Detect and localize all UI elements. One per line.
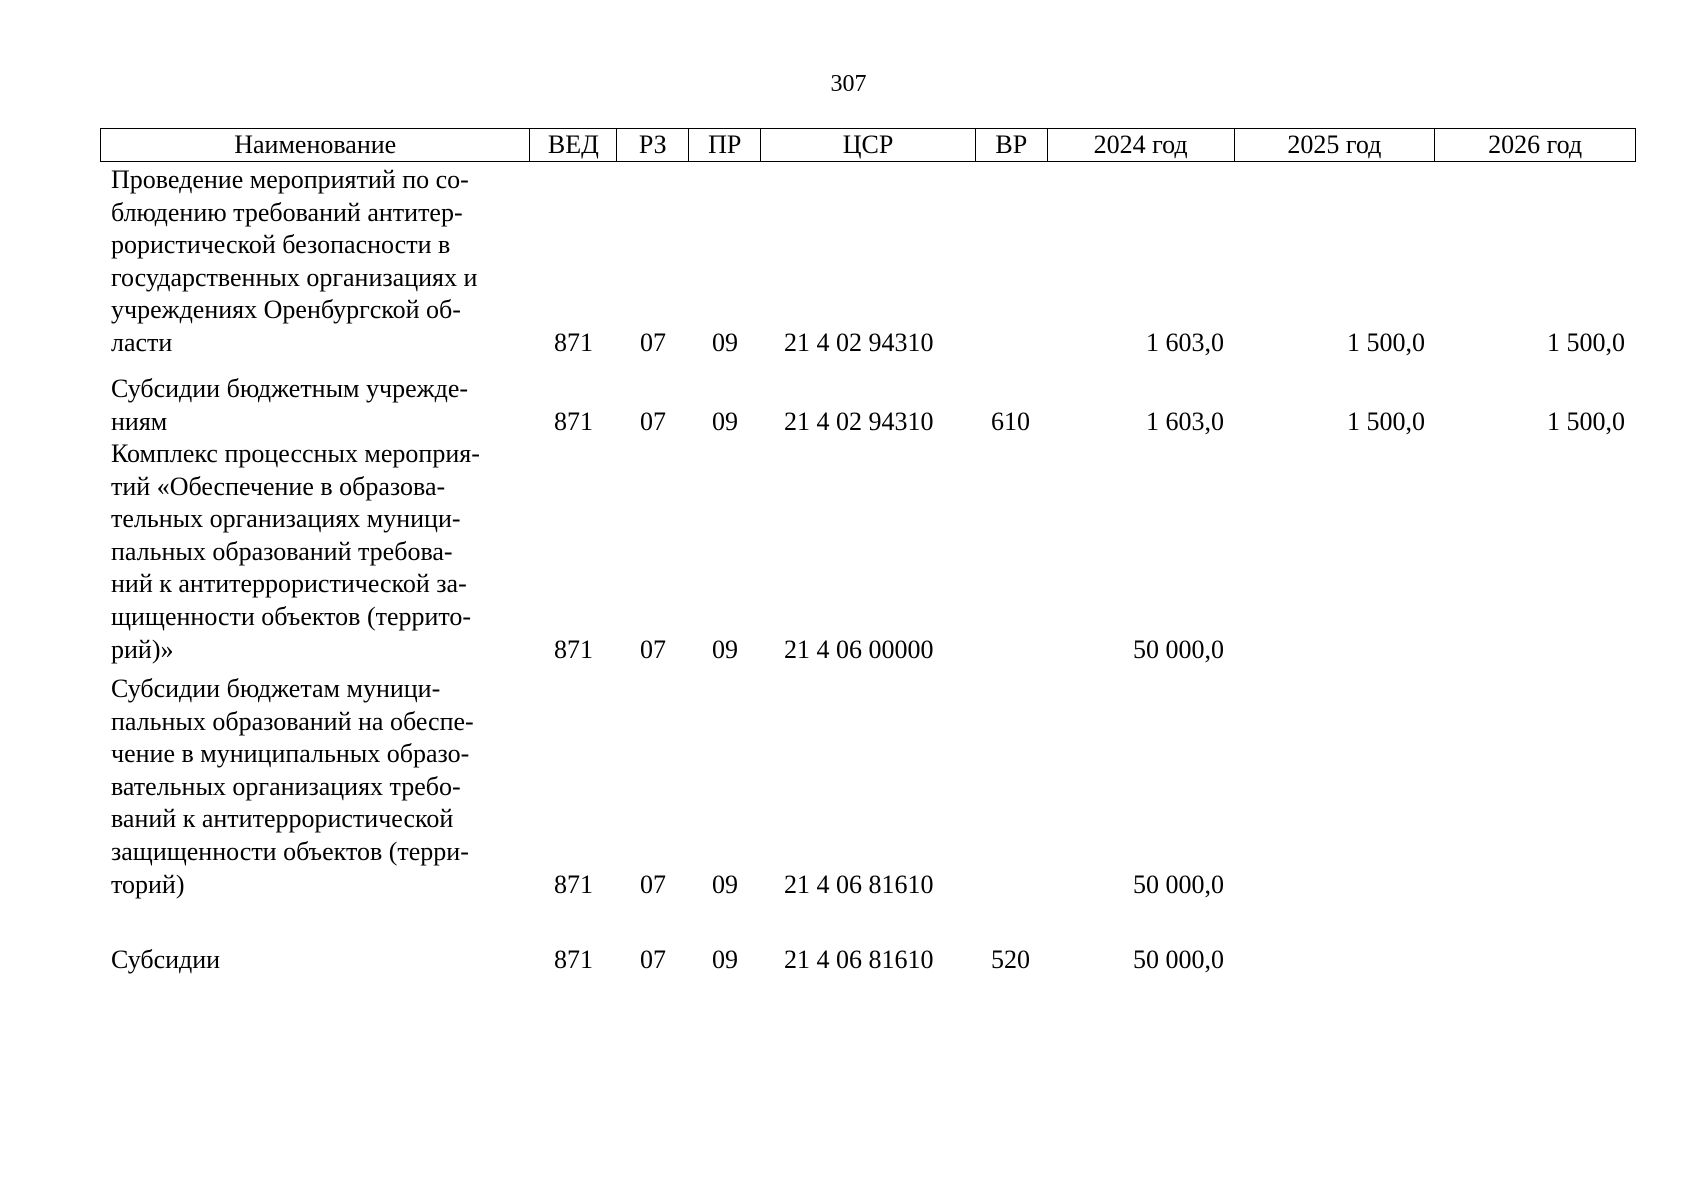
row-pr: 09 [712,406,738,436]
row-name: Комплекс процессных мероприя- тий «Обеспечение в образова- тельных организациях муници- пальных образований требова- ний к антитеррористической за- щищенности объектов (террито- рий)» [111,439,480,664]
table-header [100,128,1636,162]
header-rz: РЗ [617,129,689,161]
header-csr: ЦСР [761,129,976,161]
row-ved: 871 [554,634,593,664]
row-ved: 871 [554,945,593,974]
row-name: Субсидии бюджетам муници- пальных образований на обеспе- чение в муниципальных образо- вательных организациях требо- ваний к антитеррористической защищенности объектов (терри- торий) [111,674,474,899]
row-csr: 21 4 06 81610 [784,945,934,974]
row-vr: 610 [991,406,1030,436]
table-row [100,164,1636,360]
row-rz: 07 [640,327,666,357]
row-pr: 09 [712,327,738,357]
row-pr: 09 [712,869,738,899]
row-2024: 50 000,0 [1133,634,1224,664]
table-row [100,438,1636,666]
row-csr: 21 4 02 94310 [784,327,934,357]
header-2024: 2024 год [1048,129,1235,161]
row-name: Субсидии [111,945,221,974]
row-2025: 1 500,0 [1347,327,1425,357]
row-csr: 21 4 06 00000 [784,634,934,664]
header-name: Наименование [101,129,530,161]
row-2026: 1 500,0 [1547,406,1625,436]
row-2024: 1 603,0 [1146,327,1224,357]
header-pr: ПР [689,129,761,161]
row-pr: 09 [712,634,738,664]
table-row [100,373,1636,438]
row-ved: 871 [554,406,593,436]
row-2026: 1 500,0 [1547,327,1625,357]
row-rz: 07 [640,634,666,664]
row-2024: 50 000,0 [1133,945,1224,974]
row-vr: 520 [991,945,1030,974]
row-2024: 50 000,0 [1133,869,1224,899]
row-ved: 871 [554,869,593,899]
header-ved: ВЕД [530,129,617,161]
row-ved: 871 [554,327,593,357]
row-csr: 21 4 02 94310 [784,406,934,436]
row-2024: 1 603,0 [1146,406,1224,436]
header-2026: 2026 год [1488,130,1583,159]
row-rz: 07 [640,945,666,974]
header-2025: 2025 год [1235,129,1436,161]
header-vr: ВР [976,129,1048,161]
row-rz: 07 [640,406,666,436]
row-pr: 09 [712,945,738,974]
row-2025: 1 500,0 [1347,406,1425,436]
page-number: 307 [830,71,867,97]
row-name: Субсидии бюджетным учрежде- ниям [111,374,469,436]
row-rz: 07 [640,869,666,899]
row-name: Проведение мероприятий по со- блюдению требований антитер- рористической безопасности в государственных организациях и учреждениях Оренбургской об- ласти [111,165,478,357]
table-row [100,944,1636,977]
row-csr: 21 4 06 81610 [784,869,934,899]
table-row [100,673,1636,901]
